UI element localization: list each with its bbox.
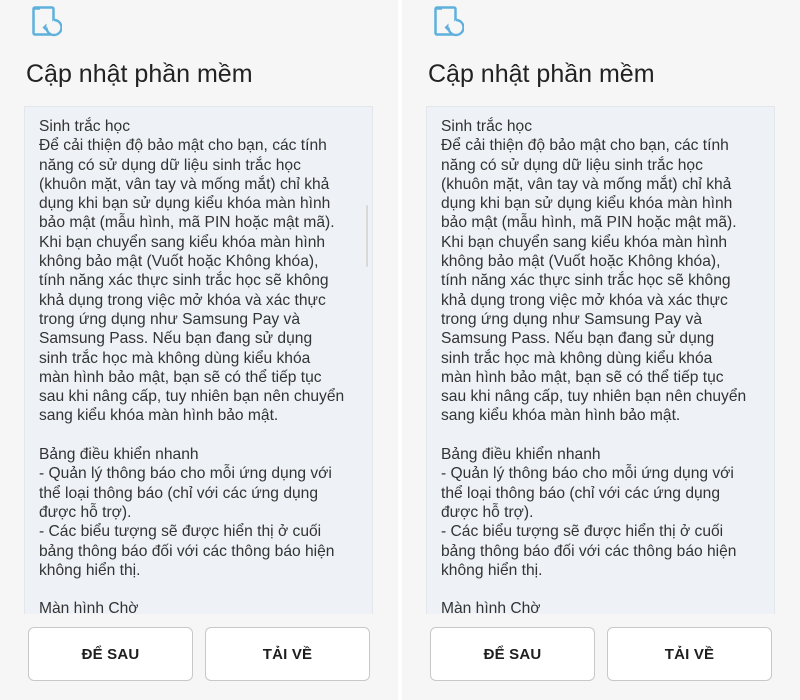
- notes-line: Samsung Pass. Nếu bạn đang sử dụng: [39, 330, 313, 348]
- notes-line: - Các biểu tượng sẽ được hiển thị ở cuối: [441, 523, 724, 541]
- notes-line: tính năng xác thực sinh trắc học sẽ không: [39, 272, 329, 290]
- notes-line: sinh trắc học mà không dùng kiểu khóa: [441, 349, 713, 367]
- notes-line: Sinh trắc học: [39, 118, 131, 135]
- notes-line: (khuôn mặt, vân tay và mống mắt) chỉ khả: [441, 175, 732, 193]
- notes-line: không hiển thị.: [441, 561, 543, 579]
- release-notes-text: [427, 107, 774, 614]
- notes-line: (khuôn mặt, vân tay và mống mắt) chỉ khả: [39, 175, 330, 193]
- scroll-indicator: [366, 205, 368, 267]
- notes-line: Sinh trắc học: [441, 118, 533, 135]
- software-update-icon: [434, 6, 464, 40]
- notes-line: Để cải thiện độ bảo mật cho bạn, các tính: [39, 137, 327, 155]
- notes-line: sang kiểu khóa màn hình bảo mật.: [441, 407, 681, 425]
- notes-line: sang kiểu khóa màn hình bảo mật.: [39, 407, 279, 425]
- update-screen-right: [402, 0, 800, 700]
- download-button[interactable]: TẢI VỀ: [205, 627, 370, 681]
- notes-line: Bảng điều khiển nhanh: [39, 446, 199, 464]
- notes-line: Khi bạn chuyển sang kiểu khóa màn hình: [39, 233, 326, 251]
- notes-line: khả dụng trong việc mở khóa và xác thực: [441, 291, 728, 309]
- download-button[interactable]: TẢI VỀ: [607, 627, 772, 681]
- action-buttons: [24, 627, 374, 681]
- notes-line: thể loại thông báo (chỉ với các ứng dụng: [39, 484, 319, 502]
- notes-line: thể loại thông báo (chỉ với các ứng dụng: [441, 484, 721, 502]
- action-buttons: [426, 627, 776, 681]
- release-notes-panel[interactable]: [24, 106, 373, 614]
- notes-line: bảo mật (mẫu hình, mã PIN hoặc mật mã).: [39, 214, 335, 232]
- notes-line: bảo mật (mẫu hình, mã PIN hoặc mật mã).: [441, 214, 737, 232]
- notes-line: sau khi nâng cấp, tuy nhiên bạn nên chuyển: [441, 388, 747, 406]
- notes-line: tính năng xác thực sinh trắc học sẽ không: [441, 272, 731, 290]
- notes-line: màn hình bảo mật, bạn sẽ có thể tiếp tục: [39, 368, 322, 386]
- notes-line: - Quản lý thông báo cho mỗi ứng dụng với: [39, 465, 332, 483]
- notes-line: - Các biểu tượng sẽ được hiển thị ở cuối: [39, 523, 322, 541]
- notes-line: dụng khi bạn sử dụng kiểu khóa màn hình: [39, 195, 331, 213]
- notes-line: Để cải thiện độ bảo mật cho bạn, các tính: [441, 137, 729, 155]
- notes-line: sau khi nâng cấp, tuy nhiên bạn nên chuyển: [39, 388, 345, 406]
- notes-line: không bảo mật (Vuốt hoặc Không khóa),: [39, 253, 319, 271]
- software-update-icon: [32, 6, 62, 40]
- notes-line: Bảng điều khiển nhanh: [441, 446, 601, 464]
- notes-line: Samsung Pass. Nếu bạn đang sử dụng: [441, 330, 715, 348]
- notes-line: Khi bạn chuyển sang kiểu khóa màn hình: [441, 233, 728, 251]
- notes-line: khả dụng trong việc mở khóa và xác thực: [39, 291, 326, 309]
- notes-line: [441, 426, 766, 445]
- notes-line: Màn hình Chờ: [441, 600, 541, 614]
- notes-line: Màn hình Chờ: [39, 600, 139, 614]
- notes-line: bảng thông báo đối với các thông báo hiện: [39, 542, 335, 560]
- notes-line: không bảo mật (Vuốt hoặc Không khóa),: [441, 253, 721, 271]
- notes-line: được hỗ trợ).: [441, 503, 534, 521]
- later-button[interactable]: ĐỂ SAU: [28, 627, 193, 681]
- notes-line: [39, 426, 364, 445]
- notes-line: trong ứng dụng như Samsung Pay và: [39, 310, 301, 328]
- notes-line: dụng khi bạn sử dụng kiểu khóa màn hình: [441, 195, 733, 213]
- release-notes-panel[interactable]: [426, 106, 775, 614]
- notes-line: màn hình bảo mật, bạn sẽ có thể tiếp tục: [441, 368, 724, 386]
- notes-line: năng có sử dụng dữ liệu sinh trắc học: [39, 156, 301, 174]
- notes-line: được hỗ trợ).: [39, 503, 132, 521]
- notes-line: trong ứng dụng như Samsung Pay và: [441, 310, 703, 328]
- update-screen-left: [0, 0, 398, 700]
- notes-line: bảng thông báo đối với các thông báo hiện: [441, 542, 737, 560]
- release-notes-text: [25, 107, 372, 614]
- later-button[interactable]: ĐỂ SAU: [430, 627, 595, 681]
- notes-line: không hiển thị.: [39, 561, 141, 579]
- notes-line: [39, 580, 364, 599]
- notes-line: [441, 580, 766, 599]
- notes-line: - Quản lý thông báo cho mỗi ứng dụng với: [441, 465, 734, 483]
- notes-line: năng có sử dụng dữ liệu sinh trắc học: [441, 156, 703, 174]
- notes-line: sinh trắc học mà không dùng kiểu khóa: [39, 349, 311, 367]
- page-title: Cập nhật phần mềm: [428, 60, 655, 88]
- page-title: Cập nhật phần mềm: [26, 60, 253, 88]
